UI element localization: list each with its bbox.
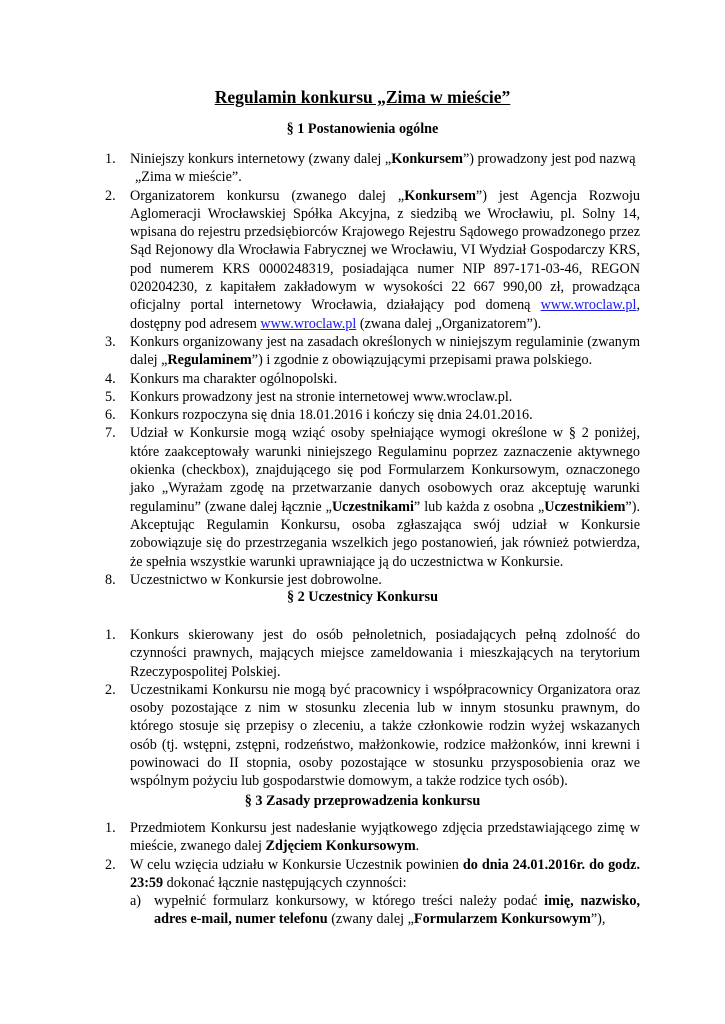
section-heading-1: § 1 Postanowienia ogólne bbox=[286, 121, 439, 137]
sub-list bbox=[130, 892, 640, 929]
list-item: 5. Konkurs prowadzony jest na stronie internetowej www.wroclaw.pl. bbox=[105, 388, 513, 405]
list-item: 4. Konkurs ma charakter ogólnopolski. bbox=[105, 370, 338, 387]
list-item: 2. Uczestnikami Konkursu nie mogą być pracownicy i współpracownicy Organizatora oraz osoby pozostające z nim w stosunku zlecenia lub w innym stosunku prawnym, do którego stosuje się przepisy o zleceniu, a także członkowie rodzin wyżej wskazanych osób (tj. wstępni, zstępni, rodzeństwo, małżonkowie, rodzice małżonków, inni krewni i powinowaci do II stopnia, osoby pozostające w stosunku przysposobienia oraz we wspólnym pożyciu lub gospodarstwie domowym, a także rodzice tych osób). bbox=[105, 681, 640, 790]
list-item: 6. Konkurs rozpoczyna się dnia 18.01.2016 i kończy się dnia 24.01.2016. bbox=[105, 407, 533, 424]
list-item: 1. Konkurs skierowany jest do osób pełnoletnich, posiadających pełną zdolność do czynności prawnych, mających miejsce zameldowania i mieszkających na terytorium Rzeczypospolitej Polskiej. bbox=[105, 627, 640, 680]
section-3-list bbox=[105, 819, 640, 929]
list-item: 8. Uczestnictwo w Konkursie jest dobrowolne. bbox=[105, 571, 382, 588]
section-heading-3: § 3 Zasady przeprowadzenia konkursu bbox=[244, 793, 481, 809]
list-item: 7. Udział w Konkursie mogą wziąć osoby spełniające wymogi określone w § 2 poniżej, które zaakceptowały warunki niniejszego Regulaminu poprzez zaznaczenie aktywnego okienka (checkbox), znajdującego się pod Formularzem Konkursowym, oznaczonego jako „Wyrażam zgodę na przetwarzanie danych osobowych oraz akceptuję warunki regulaminu” (zwane dalej łącznie „Uczestnikami” lub każda z osobna „Uczestnikiem”). Akceptując Regulamin Konkursu, osoba zgłaszająca swój udział w Konkursie zobowiązuje się do przestrzegania wszelkich jego postanowień, jak również potwierdza, że spełnia wszystkie warunki uprawniające ją do uczestnictwa w Konkursie. bbox=[105, 425, 640, 570]
wroclaw-domain-link[interactable]: www.wroclaw.pl bbox=[540, 297, 637, 314]
section-2-list bbox=[105, 626, 640, 791]
section-1-list bbox=[105, 150, 640, 589]
wroclaw-address-link[interactable]: www.wroclaw.pl bbox=[260, 315, 357, 332]
list-item: 1. Niniejszy konkurs internetowy (zwany dalej „Konkursem”) prowadzony jest pod nazwą „Zima w mieście”. bbox=[105, 151, 636, 186]
list-item: 3. Konkurs organizowany jest na zasadach określonych w niniejszym regulaminie (zwanym dalej „Regulaminem”) i zgodnie z obowiązującymi przepisami prawa polskiego. bbox=[105, 333, 640, 369]
sub-list-item: a) wypełnić formularz konkursowy, w którego treści należy podać imię, nazwisko, adres e-mail, numer telefonu (zwany dalej „Formularzem Konkursowym”), bbox=[130, 893, 640, 928]
list-item: 2. W celu wzięcia udziału w Konkursie Uczestnik powinien do dnia 24.01.2016r. do godz. 23:59 dokonać łącznie następujących czynności: a) wypełnić formularz konkursowy, w którego treści należy podać imię, nazwisko, adres e-mail, numer telefonu (zwany dalej „Formularzem Konkursowym”), bbox=[105, 856, 640, 928]
list-item: 2. Organizatorem konkursu (zwanego dalej „Konkursem”) jest Agencja Rozwoju Aglomeracji Wrocławskiej Spółka Akcyjna, z siedzibą we Wrocławiu, pl. Solny 14, wpisana do rejestru przedsiębiorców Krajowego Rejestru Sądowego prowadzonego przez Sąd Rejonowy dla Wrocławia Fabrycznej we Wrocławiu, VI Wydział Gospodarczy KRS, pod numerem KRS 0000248319, posiadająca numer NIP 897-171-03-46, REGON 020204230, z kapitałem zakładowym w wysokości 22 667 990,00 zł, prowadząca oficjalny portal internetowy Wrocławia, działający pod domeną www.wroclaw.pl, dostępny pod adresem www.wroclaw.pl (zwana dalej „Organizatorem”). bbox=[105, 187, 641, 332]
document-title: Regulamin konkursu „Zima w mieście” bbox=[214, 87, 511, 107]
list-item: 1. Przedmiotem Konkursu jest nadesłanie wyjątkowego zdjęcia przedstawiającego zimę w mieście, zwanego dalej Zdjęciem Konkursowym. bbox=[105, 820, 640, 855]
section-heading-2: § 2 Uczestnicy Konkursu bbox=[287, 589, 438, 605]
